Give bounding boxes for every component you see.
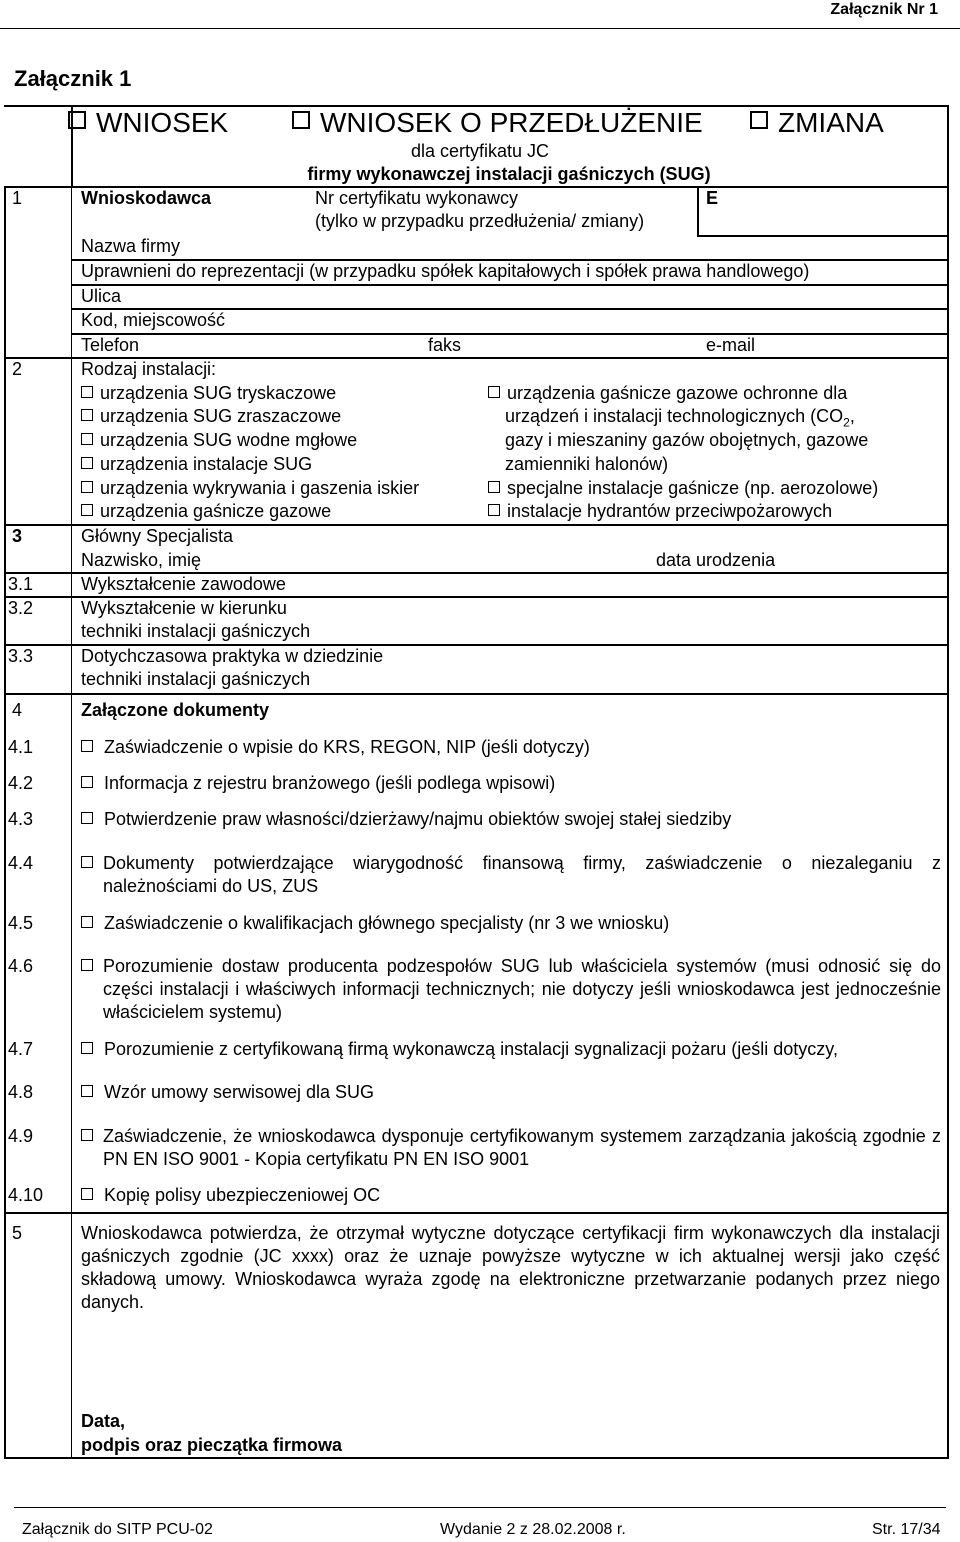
company-name-field[interactable]: Nazwa firmy	[81, 236, 181, 256]
section-3-number: 3	[12, 526, 23, 546]
option-wniosek[interactable]: WNIOSEK	[68, 106, 228, 140]
attachment-4-5-number: 4.5	[8, 913, 34, 933]
line: techniki instalacji gaśniczych	[81, 621, 311, 641]
attachment-4-3[interactable]: Potwierdzenie praw własności/dzierżawy/najmu obiektów swojej stałej siedziby	[81, 808, 731, 831]
attachments-label: Załączone dokumenty	[81, 700, 270, 720]
declaration-text: Wnioskodawca potwierdza, że otrzymał wytyczne dotyczące certyfikacji firm wykonawczych dla instalacji gaśniczych zgodnie (JC xxxx) oraz że uznaje powyższe wytyczne w ich aktualnej wersji jako część składową umowy. Wnioskodawca wyraża zgodę na elektroniczne przetwarzanie podanych przez niego danych.	[81, 1223, 940, 1312]
checkbox-wniosek[interactable]	[68, 111, 86, 129]
checkbox[interactable]	[81, 959, 93, 971]
row-3-2-number: 3.2	[8, 598, 34, 618]
certificate-number-note: (tylko w przypadku przedłużenia/ zmiany)	[315, 211, 645, 231]
attachment-4-5[interactable]: Zaświadczenie o kwalifikacjach głównego specjalisty (nr 3 we wniosku)	[81, 912, 669, 935]
install-option-gas-protective-line2: urządzeń i instalacji technologicznych ($CO_2$,	[505, 406, 855, 430]
section-5-number: 5	[12, 1223, 23, 1243]
option-wniosek-o-przedluzenie[interactable]: WNIOSEK O PRZEDŁUŻENIE	[292, 106, 703, 140]
checkbox[interactable]	[81, 776, 93, 788]
experience-field[interactable]	[81, 645, 383, 691]
install-option-sug-installations[interactable]: urządzenia instalacje SUG	[81, 453, 312, 476]
attachment-4-4-checkbox[interactable]	[81, 852, 100, 875]
form-subtitle-1: dla certyfikatu JC	[410, 141, 550, 161]
attachment-4-8-number: 4.8	[8, 1082, 34, 1102]
checkbox[interactable]	[81, 740, 93, 752]
signature-date-label: Data,	[81, 1411, 126, 1431]
checkbox[interactable]	[81, 1188, 93, 1200]
install-option-drencher[interactable]: urządzenia SUG zraszaczowe	[81, 405, 341, 428]
specialized-education-field[interactable]	[81, 597, 310, 643]
email-field[interactable]: e-mail	[706, 335, 756, 355]
certificate-number-label: Nr certyfikatu wykonawcy	[315, 188, 519, 208]
install-option-gas-protective-line4: zamienniki halonów)	[505, 454, 669, 474]
attachment-4-2[interactable]: Informacja z rejestru branżowego (jeśli podlega wpisowi)	[81, 772, 555, 795]
checkbox[interactable]	[81, 504, 93, 516]
checkbox[interactable]	[81, 457, 93, 469]
row-3-1-number: 3.1	[8, 574, 34, 594]
section-4-number: 4	[12, 700, 23, 720]
footer-page-number: Str. 17/34	[872, 1521, 941, 1538]
section-2-number: 2	[12, 359, 23, 379]
attachment-4-10[interactable]: Kopię polisy ubezpieczeniowej OC	[81, 1184, 380, 1207]
chief-specialist-label: Główny Specjalista	[81, 526, 234, 546]
certificate-prefix: E	[706, 188, 719, 208]
attachment-4-4-number: 4.4	[8, 853, 34, 873]
attachment-4-9-number: 4.9	[8, 1126, 34, 1146]
attachment-4-4[interactable]: Dokumenty potwierdzające wiarygodność finansową firmy, zaświadczenie o niezaleganiu z należnościami do US, ZUS	[103, 853, 941, 896]
attachment-title: Załącznik 1	[14, 66, 132, 91]
attachment-4-6[interactable]: Porozumienie dostaw producenta podzespołów SUG lub właściciela systemów (musi odnosić się do części instalacji i właściwych informacji technicznych; nie dotyczy jeśli wnioskodawca jest jednocześnie właścicielem systemu)	[103, 956, 941, 1022]
checkbox[interactable]	[81, 856, 93, 868]
checkbox-zmiana[interactable]	[750, 111, 768, 129]
checkbox[interactable]	[81, 481, 93, 493]
specialist-dob-field[interactable]: data urodzenia	[656, 550, 776, 570]
page-header-label: Załącznik Nr 1	[830, 1, 938, 18]
checkbox[interactable]	[81, 409, 93, 421]
signature-stamp-label[interactable]: podpis oraz pieczątka firmowa	[81, 1435, 343, 1455]
row-3-3-number: 3.3	[8, 646, 34, 666]
phone-field[interactable]: Telefon	[81, 335, 140, 355]
install-option-water-mist[interactable]: urządzenia SUG wodne mgłowe	[81, 429, 357, 452]
installation-type-label: Rodzaj instalacji:	[81, 359, 217, 379]
attachment-4-3-number: 4.3	[8, 809, 34, 829]
checkbox[interactable]	[81, 1129, 93, 1141]
attachment-4-1[interactable]: Zaświadczenie o wpisie do KRS, REGON, NIP (jeśli dotyczy)	[81, 736, 590, 759]
install-option-gas-extinguishing[interactable]: urządzenia gaśnicze gazowe	[81, 500, 331, 523]
checkbox[interactable]	[488, 481, 500, 493]
checkbox[interactable]	[81, 812, 93, 824]
line: Dotychczasowa praktyka w dziedzinie	[81, 646, 384, 666]
fax-field[interactable]: faks	[428, 335, 462, 355]
checkbox[interactable]	[81, 433, 93, 445]
applicant-label: Wnioskodawca	[81, 188, 212, 208]
attachment-4-2-number: 4.2	[8, 773, 34, 793]
attachment-4-7-number: 4.7	[8, 1039, 34, 1059]
checkbox[interactable]	[81, 386, 93, 398]
street-field[interactable]: Ulica	[81, 286, 122, 306]
line: Wykształcenie w kierunku	[81, 598, 287, 618]
footer-edition: Wydanie 2 z 28.02.2008 r.	[440, 1521, 626, 1538]
attachment-4-8[interactable]: Wzór umowy serwisowej dla SUG	[81, 1081, 374, 1104]
checkbox[interactable]	[488, 504, 500, 516]
checkbox[interactable]	[488, 386, 500, 398]
line: techniki instalacji gaśniczych	[81, 669, 311, 689]
checkbox[interactable]	[81, 1042, 93, 1054]
install-option-sprinkler[interactable]: urządzenia SUG tryskaczowe	[81, 382, 336, 405]
attachment-4-1-number: 4.1	[8, 737, 34, 757]
install-option-gas-protective[interactable]: urządzenia gaśnicze gazowe ochronne dla	[488, 382, 847, 405]
attachment-4-6-number: 4.6	[8, 956, 34, 976]
attachment-4-9[interactable]: Zaświadczenie, że wnioskodawca dysponuje certyfikowanym systemem zarządzania jakością zgodnie z PN EN ISO 9001 - Kopia certyfikatu PN EN ISO 9001	[103, 1126, 941, 1169]
checkbox[interactable]	[81, 1085, 93, 1097]
option-zmiana[interactable]: ZMIANA	[750, 106, 884, 140]
section-1-number: 1	[12, 188, 23, 208]
install-option-gas-protective-line3: gazy i mieszaniny gazów obojętnych, gazowe	[505, 430, 869, 450]
footer-rule	[14, 1507, 946, 1508]
attachment-4-10-number: 4.10	[8, 1185, 44, 1205]
specialist-name-field[interactable]: Nazwisko, imię	[81, 550, 202, 570]
footer-document-id: Załącznik do SITP PCU-02	[22, 1521, 213, 1538]
header-rule	[0, 28, 960, 29]
form-subtitle-2: firmy wykonawczej instalacji gaśniczych (SUG)	[307, 164, 711, 184]
city-field[interactable]: Kod, miejscowość	[81, 310, 226, 330]
representatives-field[interactable]: Uprawnieni do reprezentacji (w przypadku spółek kapitałowych i spółek prawa handlowego)	[81, 261, 810, 281]
checkbox-przedluzenie[interactable]	[292, 111, 310, 129]
install-option-special[interactable]: specjalne instalacje gaśnicze (np. aerozolowe)	[488, 477, 878, 500]
install-option-hydrants[interactable]: instalacje hydrantów przeciwpożarowych	[488, 500, 832, 523]
certificate-number-field[interactable]	[698, 187, 947, 234]
vocational-education-field[interactable]: Wykształcenie zawodowe	[81, 574, 286, 594]
attachment-4-7[interactable]: Porozumienie z certyfikowaną firmą wykonawczą instalacji sygnalizacji pożaru (jeśli dotyczy,	[81, 1038, 838, 1061]
checkbox[interactable]	[81, 916, 93, 928]
attachment-4-9-checkbox[interactable]	[81, 1125, 100, 1148]
attachment-4-6-checkbox[interactable]	[81, 955, 100, 978]
install-option-spark-detection[interactable]: urządzenia wykrywania i gaszenia iskier	[81, 477, 419, 500]
